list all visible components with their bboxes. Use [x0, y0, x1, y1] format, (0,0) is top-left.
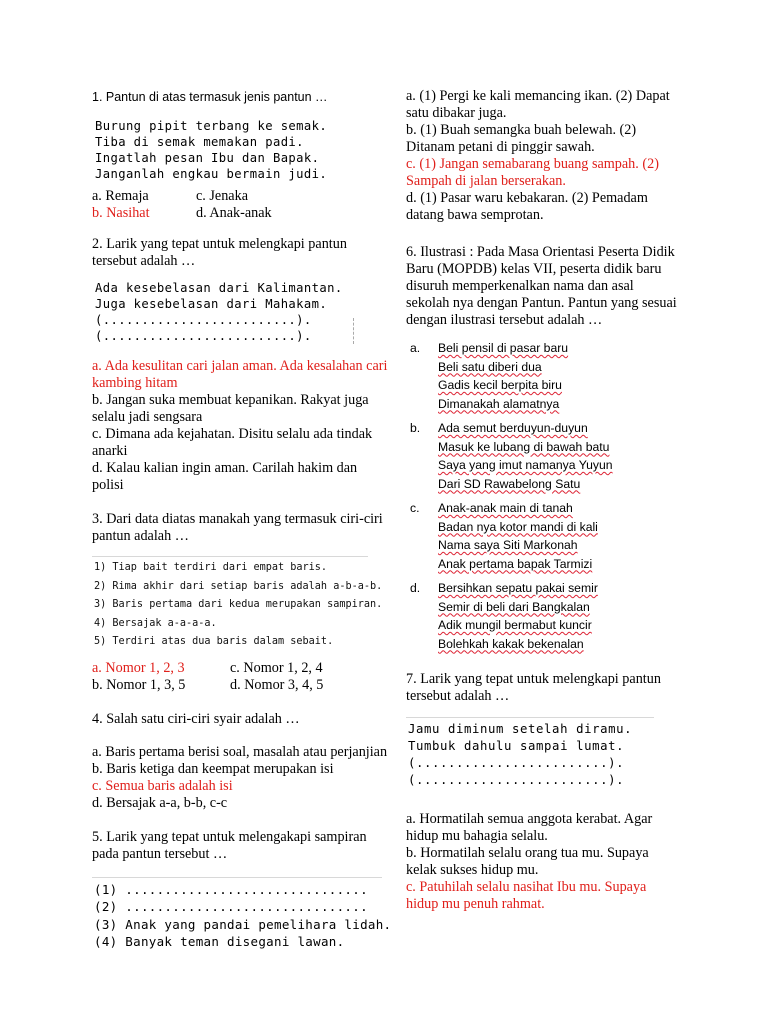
pantun-line: Saya yang imut namanya Yuyun [438, 458, 613, 472]
pantun-lines [438, 579, 598, 653]
left-column [92, 88, 392, 951]
line: (1) ............................... [94, 881, 368, 897]
option-c[interactable]: c. Nomor 1, 2, 4 [230, 659, 323, 676]
poem-line: Ada kesebelasan dari Kalimantan. [95, 281, 343, 295]
line: (4) Banyak teman disegani lawan. [94, 934, 345, 949]
question-5-options [406, 88, 678, 224]
option-d[interactable]: d. Kalau kalian ingin aman. Carilah hakim dan polisi [92, 460, 358, 493]
question-6-options [406, 339, 678, 653]
cursor-mark [351, 318, 354, 344]
option-b[interactable]: b. Jangan suka membuat kepanikan. Rakyat juga selalu jadi sengsara [92, 392, 369, 425]
question-7-options [406, 811, 678, 913]
pantun-line: Dimanakah alamatnya [438, 396, 560, 411]
question-5-lines [92, 877, 392, 951]
poem-line: Tiba di semak memakan padi. [95, 135, 304, 149]
question-3 [92, 511, 392, 694]
question-2 [92, 236, 392, 494]
pantun-line: Bersihkan sepatu pakai semir [438, 581, 598, 595]
option-row [92, 677, 392, 694]
pantun-lines [438, 499, 598, 573]
pantun-option-a[interactable] [406, 339, 678, 413]
option-b[interactable]: b. (1) Buah semangka buah belewah. (2) Ditanam petani di pinggir sawah. [406, 122, 637, 155]
question-3-title: 3. Dari data diatas manakah yang termasuk ciri-ciri pantun adalah … [92, 511, 383, 544]
poem-line: Burung pipit terbang ke semak. [95, 119, 328, 133]
line: (2) ............................... [94, 899, 368, 914]
pantun-option-c[interactable] [406, 499, 678, 573]
pantun-option-d[interactable] [406, 579, 678, 653]
poem-line: (........................). [408, 756, 625, 770]
option-a-answer[interactable]: a. Ada kesulitan cari jalan aman. Ada kesalahan cari kambing hitam [92, 358, 388, 391]
option-row [92, 188, 392, 205]
pantun-line: Bolehkah kakak bekenalan [438, 636, 584, 651]
poem-line: (.........................). [95, 329, 312, 343]
question-1-title: 1. Pantun di atas termasuk jenis pantun … [92, 90, 328, 104]
pantun-line: Beli pensil di pasar baru [438, 341, 569, 355]
option-row [92, 660, 392, 677]
poem-line: (.........................). [95, 313, 312, 327]
pantun-line: Masuk ke lubang di bawah batu [438, 439, 610, 454]
poem-line: Tumbuk dahulu sampai lumat. [408, 739, 625, 753]
right-column [406, 88, 678, 913]
pantun-line: Badan nya kotor mandi di kali [438, 519, 598, 534]
list-item: 4) Bersajak a-a-a-a. [94, 617, 217, 629]
pantun-option-b[interactable] [406, 419, 678, 493]
divider [92, 877, 382, 878]
option-a[interactable]: a. Hormatilah semua anggota kerabat. Agar hidup mu bahagia selalu. [406, 811, 653, 844]
divider [406, 717, 654, 718]
question-2-poem [92, 280, 392, 344]
poem-line: Juga kesebelasan dari Mahakam. [95, 297, 328, 311]
pantun-line: Adik mungil bermabut kuncir [438, 618, 592, 632]
poem-line: Jamu diminum setelah diramu. [408, 722, 633, 736]
option-label: b. [410, 421, 421, 435]
option-label: d. [410, 581, 421, 595]
pantun-line: Dari SD Rawabelong Satu [438, 476, 581, 491]
list-item: 2) Rima akhir dari setiap baris adalah a-b-a-b. [94, 580, 383, 592]
option-b[interactable]: b. Baris ketiga dan keempat merupakan isi [92, 760, 334, 777]
question-6-title: 6. Ilustrasi : Pada Masa Orientasi Peserta Didik Baru (MOPDB) kelas VII, peserta didik baru disuruh memperkenalkan nama dan asal sekolah nya dengan Pantun. Pantun yang sesuai dengan ilustrasi tersebut adalah … [406, 244, 677, 328]
pantun-line: Anak pertama bapak Tarmizi [438, 556, 593, 571]
question-2-title: 2. Larik yang tepat untuk melengkapi pantun tersebut adalah … [92, 236, 347, 269]
list-item: 1) Tiap bait terdiri dari empat baris. [94, 562, 328, 573]
option-row [92, 205, 392, 222]
option-a[interactable]: a. (1) Pergi ke kali memancing ikan. (2) Dapat satu dibakar juga. [406, 88, 670, 121]
option-a[interactable]: a. Baris pertama berisi soal, masalah atau perjanjian [92, 743, 388, 760]
option-label: a. [410, 341, 421, 355]
option-d[interactable]: d. Bersajak a-a, b-b, c-c [92, 794, 228, 811]
option-c-answer[interactable]: c. Patuhilah selalu nasihat Ibu mu. Supaya hidup mu penuh rahmat. [406, 879, 647, 912]
list-item: 5) Terdiri atas dua baris dalam sebait. [94, 636, 334, 647]
option-d[interactable]: d. (1) Pasar waru kebakaran. (2) Pemadam datang bawa semprotan. [406, 190, 648, 223]
question-5 [92, 829, 392, 951]
pantun-lines [438, 339, 568, 413]
question-7-poem [406, 717, 654, 789]
option-c-answer[interactable]: c. (1) Jangan semabarang buang sampah. (2) Sampah di jalan berserakan. [406, 156, 659, 189]
pantun-line: Ada semut berduyun-duyun [438, 421, 588, 435]
option-b[interactable]: b. Hormatilah selalu orang tua mu. Supaya kelak sukses hidup mu. [406, 845, 649, 878]
question-1 [92, 90, 392, 222]
option-c[interactable]: c. Dimana ada kejahatan. Disitu selalu ada tindak anarki [92, 426, 373, 459]
option-b[interactable]: b. Nomor 1, 3, 5 [92, 676, 186, 693]
pantun-line: Beli satu diberi dua [438, 359, 542, 374]
divider [92, 556, 368, 557]
question-7-title: 7. Larik yang tepat untuk melengkapi pantun tersebut adalah … [406, 671, 661, 704]
option-c-answer[interactable]: c. Semua baris adalah isi [92, 777, 233, 794]
pantun-line: Semir di beli dari Bangkalan [438, 599, 590, 614]
question-6 [406, 244, 678, 653]
pantun-line: Anak-anak main di tanah [438, 501, 573, 515]
option-b-answer[interactable]: b. Nasihat [92, 205, 150, 221]
question-1-poem [92, 118, 392, 182]
question-7 [406, 671, 678, 913]
option-label: c. [410, 501, 420, 515]
option-a-answer[interactable]: a. Nomor 1, 2, 3 [92, 659, 185, 676]
option-c[interactable]: c. Jenaka [196, 188, 248, 204]
question-4-title: 4. Salah satu ciri-ciri syair adalah … [92, 710, 300, 727]
list-item: 3) Baris pertama dari kedua merupakan sampiran. [94, 599, 383, 610]
line: (3) Anak yang pandai pemelihara lidah. [94, 916, 392, 932]
pantun-line: Gadis kecil berpita biru [438, 378, 562, 392]
pantun-line: Nama saya Siti Markonah [438, 538, 578, 552]
question-5-title: 5. Larik yang tepat untuk melengakapi sampiran pada pantun tersebut … [92, 828, 367, 862]
poem-line: Ingatlah pesan Ibu dan Bapak. [95, 151, 320, 165]
question-3-list [92, 556, 383, 652]
question-4-options [92, 744, 392, 812]
option-d[interactable]: d. Nomor 3, 4, 5 [230, 676, 324, 693]
option-d[interactable]: d. Anak-anak [196, 205, 272, 221]
option-a[interactable]: a. Remaja [92, 188, 149, 204]
question-4 [92, 711, 392, 812]
poem-line: (........................). [408, 773, 625, 787]
pantun-lines [438, 419, 613, 493]
poem-line: Janganlah engkau bermain judi. [95, 167, 328, 181]
